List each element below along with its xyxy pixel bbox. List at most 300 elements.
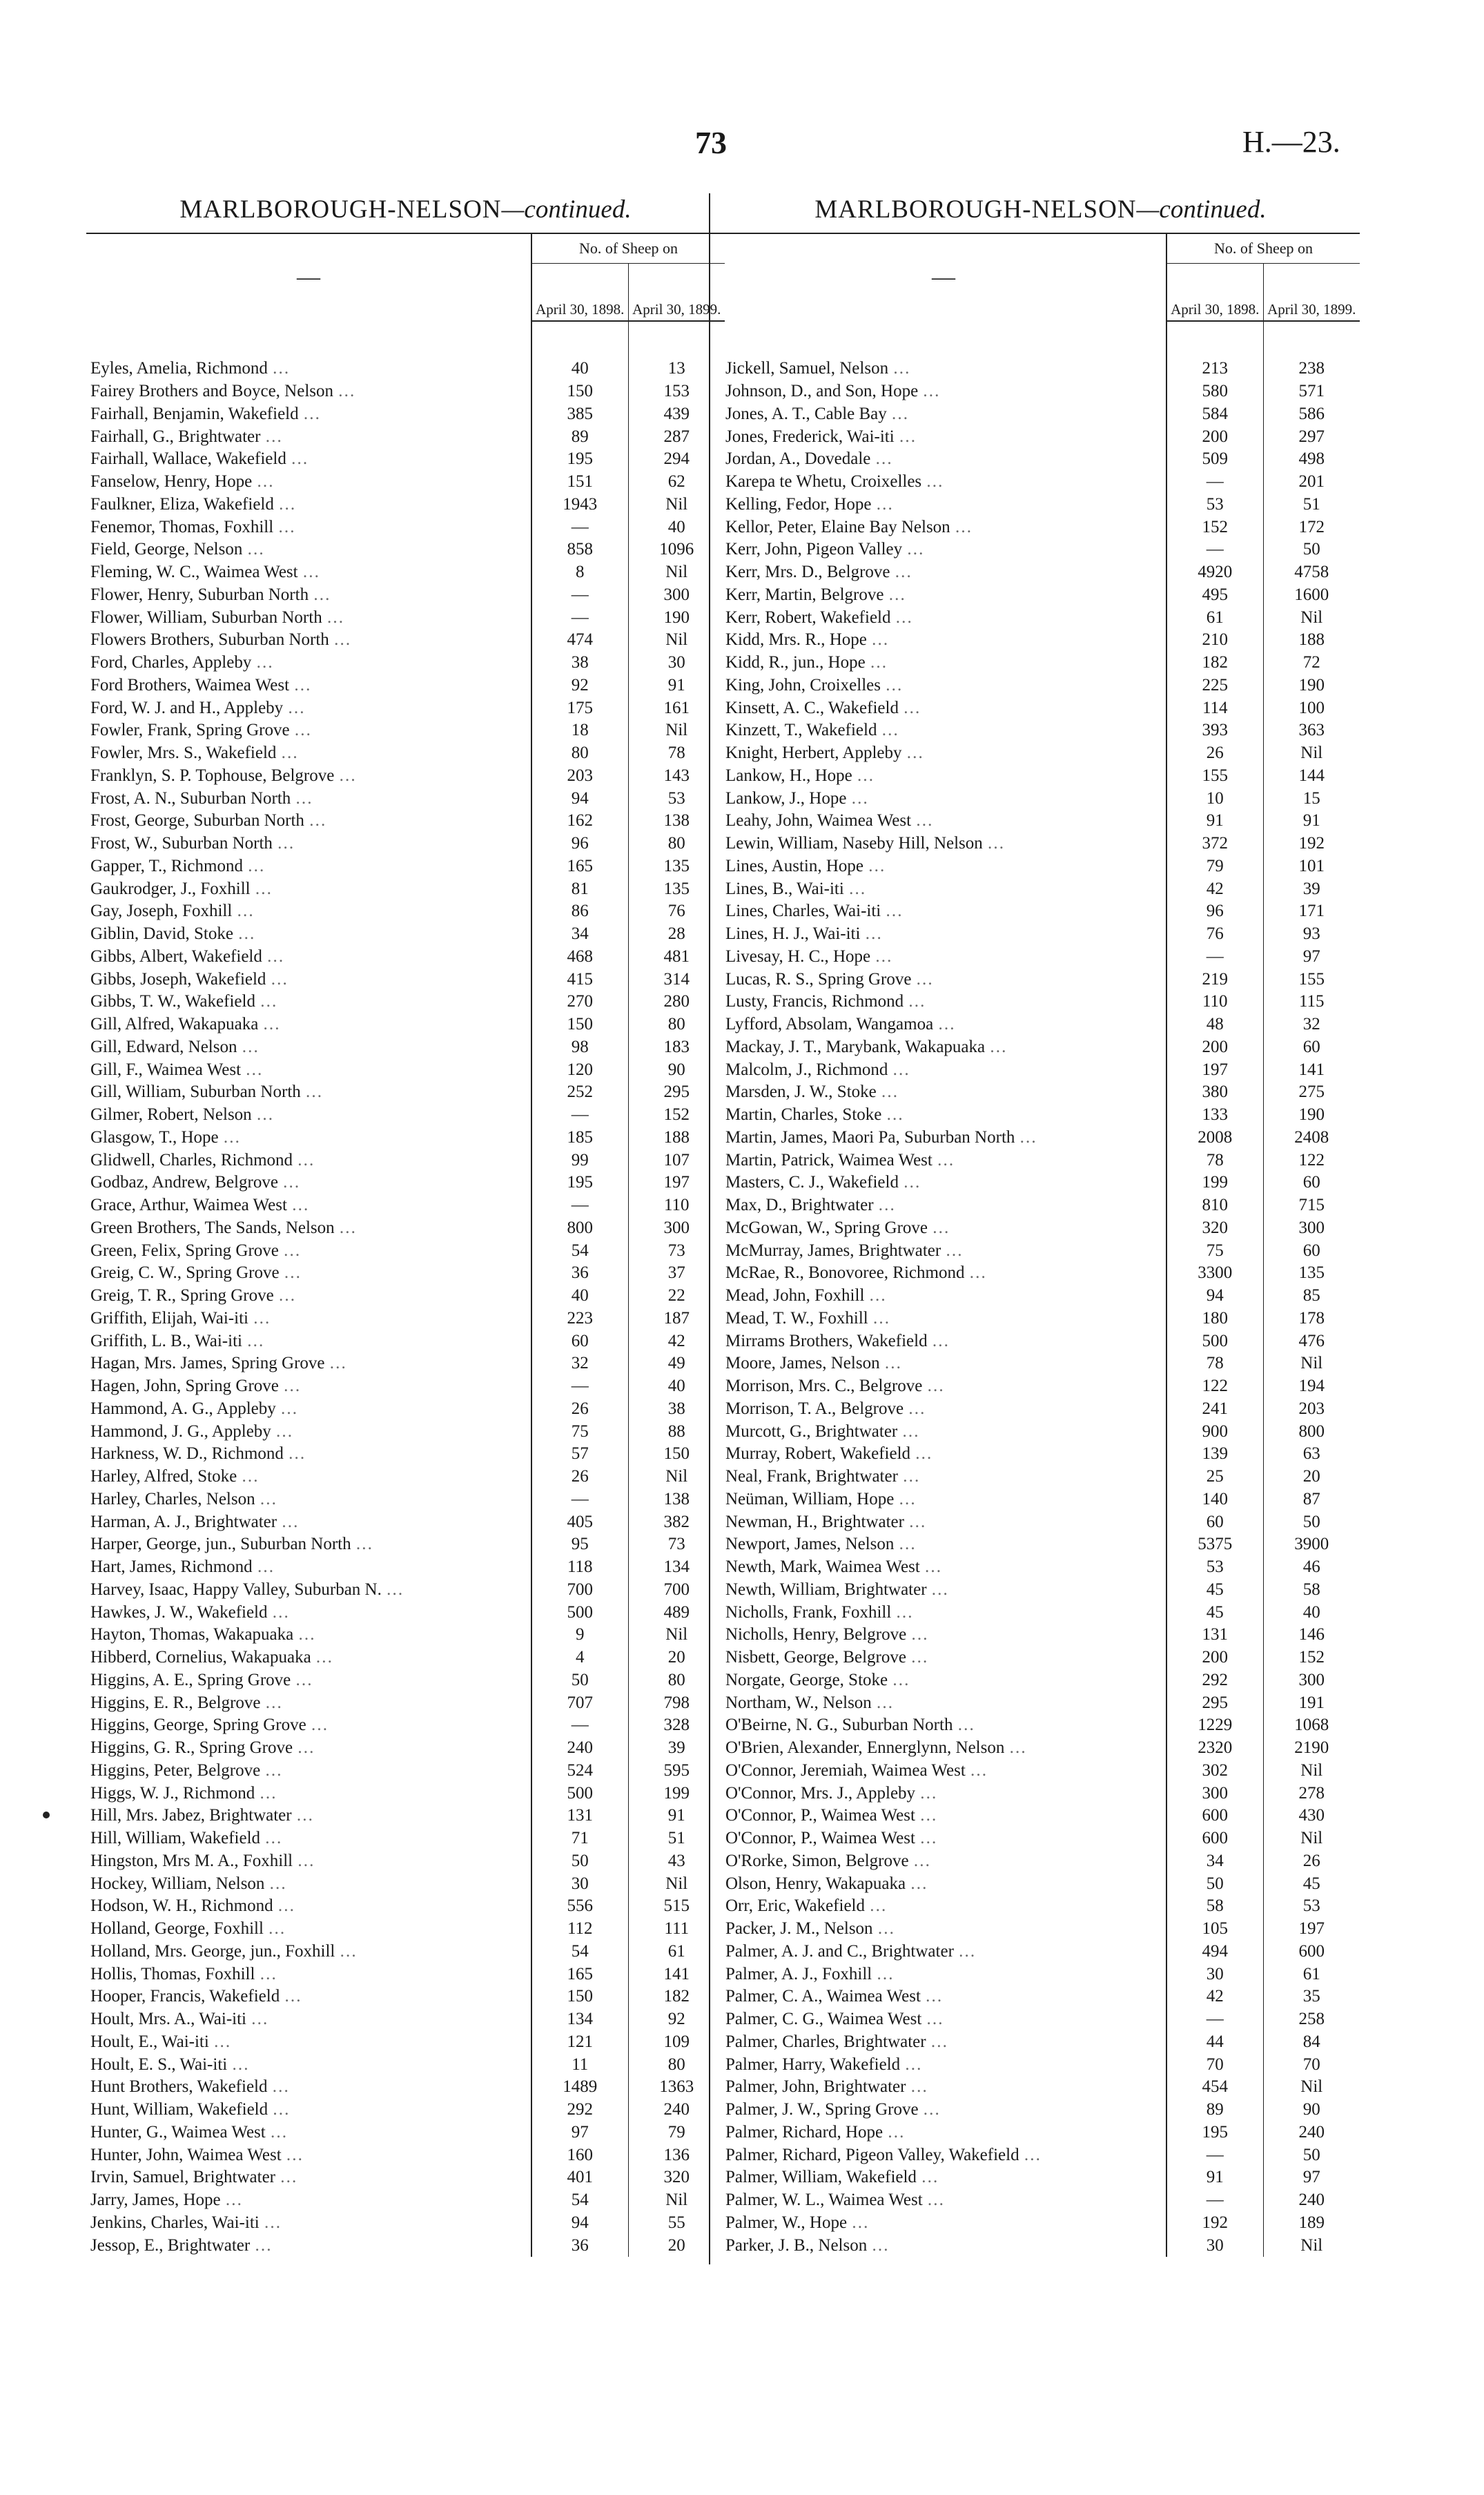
owner-name-text: Hodson, W. H., Richmond: [90, 1896, 273, 1916]
sheep-count-1899: 4758: [1263, 561, 1360, 584]
sheep-count-1899: Nil: [628, 2189, 725, 2212]
sheep-count-1898: 584: [1166, 403, 1263, 426]
owner-name-text: Green, Felix, Spring Grove: [90, 1241, 279, 1260]
dot-leader: …: [953, 1716, 975, 1735]
table-row: [86, 2166, 725, 2189]
owner-name-text: Gill, William, Suburban North: [90, 1083, 301, 1102]
sheep-count-1899: 314: [628, 968, 725, 991]
sheep-count-1898: 182: [1166, 652, 1263, 674]
sheep-count-1899: 143: [628, 765, 725, 788]
owner-name-text: Hooper, Francis, Wakefield: [90, 1987, 280, 2006]
sheep-count-1899: 109: [628, 2031, 725, 2054]
table-row: [86, 991, 725, 1013]
table-row: [86, 900, 725, 923]
table-row: [86, 1172, 725, 1194]
sheep-count-1898: 292: [1166, 1669, 1263, 1692]
sheep-count-1898: —: [1166, 2189, 1263, 2212]
table-row: [86, 1081, 725, 1104]
sheep-count-1899: 382: [628, 1511, 725, 1533]
sheep-count-1898: 203: [531, 765, 628, 788]
owner-name-text: Flowers Brothers, Suburban North: [90, 630, 329, 650]
dot-leader: …: [920, 1987, 943, 2006]
table-row: [721, 765, 1360, 788]
dot-leader: …: [890, 563, 912, 582]
sheep-count-1898: 11: [531, 2053, 628, 2076]
owner-name-text: Kellor, Peter, Elaine Bay Nelson: [725, 517, 950, 536]
table-row: [86, 1805, 725, 1827]
dot-leader: …: [283, 1444, 306, 1464]
dot-leader: …: [941, 1241, 963, 1260]
sheep-count-1898: 380: [1166, 1081, 1263, 1104]
owner-name: [86, 494, 531, 516]
sheep-count-1898: 50: [531, 1669, 628, 1692]
sheep-count-1898: 54: [531, 1239, 628, 1262]
sheep-count-1898: 524: [531, 1760, 628, 1783]
sheep-count-1898: 50: [1166, 1872, 1263, 1895]
sheep-count-1898: 474: [531, 629, 628, 652]
sheep-count-1899: Nil: [1263, 606, 1360, 629]
dot-leader: …: [902, 540, 924, 559]
dot-leader: …: [927, 1331, 949, 1350]
owner-name: [721, 425, 1166, 448]
sheep-count-1899: 178: [1263, 1308, 1360, 1330]
sheep-count-1898: 94: [531, 787, 628, 810]
owner-name-text: Newman, H., Brightwater: [725, 1512, 904, 1531]
owner-name-text: Kerr, Robert, Wakefield: [725, 608, 891, 627]
dot-leader: …: [273, 1896, 295, 1916]
sheep-count-1899: 294: [628, 448, 725, 471]
owner-name: [721, 1013, 1166, 1036]
sheep-count-1899: Nil: [628, 1872, 725, 1895]
table-row: [721, 1714, 1360, 1737]
sheep-count-1898: 4: [531, 1647, 628, 1669]
table-row: [721, 1805, 1360, 1827]
owner-name: [86, 855, 531, 878]
owner-name: [86, 1624, 531, 1647]
owner-name-text: Hill, William, Wakefield: [90, 1829, 261, 1848]
sheep-count-1899: 91: [628, 674, 725, 697]
sheep-count-1898: 70: [1166, 2053, 1263, 2076]
sheep-count-1898: 114: [1166, 697, 1263, 719]
table-row: [721, 403, 1360, 426]
table-row: [721, 471, 1360, 494]
sheep-count-1899: 300: [628, 1217, 725, 1240]
sheep-count-1899: 600: [1263, 1941, 1360, 1963]
owner-name: [721, 2031, 1166, 2054]
table-row: [721, 2189, 1360, 2212]
owner-name-text: Frost, George, Suburban North: [90, 811, 304, 831]
owner-name-text: Greig, T. R., Spring Grove: [90, 1286, 274, 1305]
table-row: [721, 1941, 1360, 1963]
owner-name-text: Palmer, Richard, Hope: [725, 2122, 883, 2142]
owner-name-text: Flower, William, Suburban North: [90, 608, 322, 627]
table-row: [721, 606, 1360, 629]
dot-leader: …: [847, 2213, 869, 2232]
owner-name: [86, 1691, 531, 1714]
sheep-count-1899: 73: [628, 1239, 725, 1262]
table-row: [721, 652, 1360, 674]
owner-name: [721, 629, 1166, 652]
sheep-count-1898: 44: [1166, 2031, 1263, 2054]
sheep-count-1898: 40: [531, 358, 628, 380]
sheep-count-1899: 155: [1263, 968, 1360, 991]
table-row: [721, 1669, 1360, 1692]
owner-name-text: Lankow, H., Hope: [725, 766, 852, 785]
dot-leader: …: [265, 2122, 287, 2142]
owner-name: [721, 765, 1166, 788]
sheep-count-1899: 73: [628, 1533, 725, 1556]
dot-leader: …: [843, 879, 866, 898]
left-continued-label: —continued.: [501, 195, 632, 224]
dot-leader: …: [894, 1489, 916, 1508]
table-row: [721, 1420, 1360, 1443]
owner-name: [721, 1217, 1166, 1240]
table-row: [721, 1895, 1360, 1918]
dot-leader: …: [918, 382, 940, 401]
owner-name: [721, 1669, 1166, 1692]
sheep-count-1898: 810: [1166, 1194, 1263, 1217]
sheep-count-1899: Nil: [1263, 2234, 1360, 2257]
owner-name: [86, 900, 531, 923]
owner-name-text: Hollis, Thomas, Foxhill: [90, 1964, 255, 1983]
sheep-count-1899: 53: [1263, 1895, 1360, 1918]
sheep-count-1898: 213: [1166, 358, 1263, 380]
dot-leader: …: [906, 2077, 928, 2097]
owner-name-text: Mirrams Brothers, Wakefield: [725, 1331, 928, 1350]
owner-name-text: Neal, Frank, Brightwater: [725, 1467, 898, 1486]
owner-name-text: Gibbs, T. W., Wakefield: [90, 992, 255, 1011]
owner-name-text: Gibbs, Albert, Wakefield: [90, 946, 262, 966]
owner-name-text: Marsden, J. W., Stoke: [725, 1083, 877, 1102]
sheep-count-1899: 481: [628, 946, 725, 969]
owner-name: [86, 2189, 531, 2212]
owner-name: [86, 561, 531, 584]
table-row: [721, 1013, 1360, 1036]
sheep-count-1898: 270: [531, 991, 628, 1013]
sheep-count-1899: 197: [628, 1172, 725, 1194]
sheep-count-1899: 489: [628, 1601, 725, 1624]
dot-leader: …: [242, 540, 264, 559]
sheep-count-1899: 39: [628, 1737, 725, 1760]
dot-leader: …: [334, 766, 356, 785]
sheep-count-1899: 150: [628, 1443, 725, 1466]
sheep-count-1898: 707: [531, 1691, 628, 1714]
dot-leader: …: [881, 902, 903, 921]
owner-name-text: Higgins, G. R., Spring Grove: [90, 1738, 293, 1758]
sheep-count-1899: 70: [1263, 2053, 1360, 2076]
owner-name-text: Hockey, William, Nelson: [90, 1874, 265, 1893]
dot-leader: …: [273, 517, 295, 536]
owner-name: [86, 1081, 531, 1104]
owner-name-text: Giblin, David, Stoke: [90, 924, 233, 944]
left-column: [86, 195, 725, 2257]
owner-name: [721, 1127, 1166, 1149]
owner-name: [86, 991, 531, 1013]
owner-name-text: Palmer, William, Wakefield: [725, 2168, 917, 2187]
dot-leader: …: [904, 992, 926, 1011]
sheep-count-1899: 80: [628, 833, 725, 855]
sheep-count-1899: 62: [628, 471, 725, 494]
sheep-count-1898: 700: [531, 1579, 628, 1602]
owner-name-text: Malcolm, J., Richmond: [725, 1060, 888, 1079]
sheep-count-1899: 136: [628, 2144, 725, 2166]
dot-leader: …: [333, 382, 355, 401]
sheep-count-1898: 199: [1166, 1172, 1263, 1194]
table-row: [86, 719, 725, 742]
dot-leader: …: [921, 2010, 944, 2029]
owner-name: [721, 2099, 1166, 2122]
sheep-count-1898: 75: [531, 1420, 628, 1443]
owner-name-text: Glasgow, T., Hope: [90, 1127, 219, 1147]
sheep-count-1899: 1363: [628, 2076, 725, 2099]
left-date-1899-header: April 30, 1899.: [628, 264, 725, 322]
sheep-count-1899: 58: [1263, 1579, 1360, 1602]
table-row: [86, 1918, 725, 1941]
dot-leader: …: [351, 1535, 373, 1554]
dot-leader: …: [276, 744, 298, 763]
sheep-count-1898: —: [531, 584, 628, 607]
table-row: [721, 923, 1360, 946]
sheep-count-1898: 60: [1166, 1511, 1263, 1533]
owner-name: [86, 810, 531, 833]
sheep-count-1899: 20: [628, 1647, 725, 1669]
dot-leader: …: [278, 1377, 301, 1396]
sheep-count-1899: 20: [1263, 1466, 1360, 1488]
sheep-count-1899: 2408: [1263, 1127, 1360, 1149]
owner-name-text: Harley, Alfred, Stoke: [90, 1467, 237, 1486]
sheep-count-1898: 165: [531, 1963, 628, 1986]
owner-name: [721, 810, 1166, 833]
owner-name-text: Jones, A. T., Cable Bay: [725, 404, 887, 423]
sheep-count-1898: 500: [531, 1782, 628, 1805]
dot-leader: …: [868, 1308, 890, 1328]
dot-leader: …: [311, 1648, 333, 1667]
owner-name: [86, 448, 531, 471]
owner-name-text: Max, D., Brightwater: [725, 1196, 874, 1215]
owner-name-text: Griffith, Elijah, Wai-iti: [90, 1308, 248, 1328]
sheep-count-1898: 112: [531, 1918, 628, 1941]
sheep-count-1899: Nil: [628, 629, 725, 652]
owner-name: [721, 2212, 1166, 2235]
owner-name: [86, 1420, 531, 1443]
owner-name: [721, 1149, 1166, 1172]
owner-name: [721, 1805, 1166, 1827]
dot-leader: …: [870, 946, 892, 966]
sheep-count-1899: 79: [628, 2122, 725, 2144]
owner-name-text: Hayton, Thomas, Wakapuaka: [90, 1625, 294, 1644]
table-row: [86, 855, 725, 878]
owner-name-text: Mead, John, Foxhill: [725, 1286, 865, 1305]
table-row: [86, 1782, 725, 1805]
sheep-count-1898: 140: [1166, 1488, 1263, 1511]
dot-leader: …: [932, 1150, 955, 1169]
sheep-count-1898: —: [531, 516, 628, 538]
owner-name-text: Ford Brothers, Waimea West: [90, 675, 290, 695]
sheep-count-1898: 48: [1166, 1013, 1263, 1036]
sheep-count-1899: 297: [1263, 425, 1360, 448]
dot-leader: …: [910, 1444, 933, 1464]
sheep-count-1899: 110: [628, 1194, 725, 1217]
sheep-count-1898: —: [531, 1488, 628, 1511]
dot-leader: …: [904, 1512, 926, 1531]
dot-leader: …: [250, 2235, 272, 2255]
table-row: [86, 1872, 725, 1895]
table-row: [86, 1511, 725, 1533]
sheep-count-1899: 138: [628, 1488, 725, 1511]
sheep-count-1899: 190: [628, 606, 725, 629]
sheep-count-1898: 210: [1166, 629, 1263, 652]
table-row: [86, 1963, 725, 1986]
owner-name: [86, 946, 531, 969]
table-row: [721, 1127, 1360, 1149]
sheep-count-1899: 78: [628, 742, 725, 765]
sheep-count-1898: 9: [531, 1624, 628, 1647]
owner-name: [86, 584, 531, 607]
sheep-count-1899: Nil: [1263, 2076, 1360, 2099]
table-row: [721, 1398, 1360, 1421]
dot-leader: …: [289, 675, 311, 695]
owner-name-text: Lucas, R. S., Spring Grove: [725, 969, 912, 989]
sheep-count-1899: 201: [1263, 471, 1360, 494]
dot-leader: …: [921, 472, 944, 492]
owner-name-text: McRae, R., Bonovoree, Richmond: [725, 1263, 965, 1283]
dot-leader: …: [242, 856, 265, 875]
table-row: [86, 1262, 725, 1285]
dot-leader: …: [922, 1377, 944, 1396]
dot-leader: …: [846, 788, 868, 808]
owner-name: [721, 674, 1166, 697]
sheep-count-1898: 92: [531, 674, 628, 697]
owner-name: [721, 1918, 1166, 1941]
owner-name-text: Harvey, Isaac, Happy Valley, Suburban N.: [90, 1580, 382, 1599]
sheep-count-1898: 175: [531, 697, 628, 719]
table-row: [86, 1669, 725, 1692]
table-row: [86, 1624, 725, 1647]
owner-name-text: Fairhall, Wallace, Wakefield: [90, 449, 286, 469]
sheep-count-1899: Nil: [628, 561, 725, 584]
sheep-count-1899: 28: [628, 923, 725, 946]
table-row: [721, 1285, 1360, 1308]
table-row: [86, 1760, 725, 1783]
owner-name-text: Lines, B., Wai-iti: [725, 879, 844, 898]
table-row: [721, 1601, 1360, 1624]
sheep-count-1899: 498: [1263, 448, 1360, 471]
sheep-count-1899: 46: [1263, 1556, 1360, 1579]
sheep-count-1899: 189: [1263, 2212, 1360, 2235]
owner-name-text: Olson, Henry, Wakapuaka: [725, 1874, 906, 1893]
owner-name: [86, 1013, 531, 1036]
sheep-count-1899: 37: [628, 1262, 725, 1285]
dot-leader: …: [297, 563, 320, 582]
sheep-count-1899: 171: [1263, 900, 1360, 923]
right-column: [721, 195, 1360, 2257]
owner-name-text: Gapper, T., Richmond: [90, 856, 243, 875]
sheep-count-1898: 122: [1166, 1375, 1263, 1398]
table-row: [721, 946, 1360, 969]
owner-name-text: Greig, C. W., Spring Grove: [90, 1263, 280, 1283]
owner-name: [721, 1285, 1166, 1308]
sheep-count-1899: 258: [1263, 2008, 1360, 2031]
owner-name-text: McMurray, James, Brightwater: [725, 1241, 941, 1260]
owner-name: [86, 1104, 531, 1127]
sheep-count-1898: 200: [1166, 1647, 1263, 1669]
dot-leader: …: [860, 924, 882, 944]
table-row: [721, 1058, 1360, 1081]
owner-name-text: Holland, George, Foxhill: [90, 1919, 264, 1939]
sheep-count-1898: 152: [1166, 516, 1263, 538]
owner-name-text: Ford, W. J. and H., Appleby: [90, 698, 284, 717]
dot-leader: …: [251, 1105, 273, 1125]
sheep-count-1898: 600: [1166, 1827, 1263, 1850]
sheep-count-1898: 91: [1166, 810, 1263, 833]
sheep-count-1898: 89: [531, 425, 628, 448]
dot-leader: …: [232, 902, 254, 921]
dot-leader: …: [252, 1557, 274, 1577]
owner-name-text: Hart, James, Richmond: [90, 1557, 253, 1577]
dot-leader: …: [293, 1738, 315, 1758]
sheep-count-1898: 240: [531, 1737, 628, 1760]
sheep-count-1898: 3300: [1166, 1262, 1263, 1285]
table-row: [86, 2234, 725, 2257]
table-row: [721, 674, 1360, 697]
dot-leader: …: [293, 1150, 315, 1169]
table-row: [86, 1036, 725, 1059]
owner-name-text: Hoult, E., Wai-iti: [90, 2032, 209, 2051]
owner-name-text: Frost, W., Suburban North: [90, 834, 273, 853]
owner-name-text: Fenemor, Thomas, Foxhill: [90, 517, 274, 536]
sheep-count-1899: 194: [1263, 1375, 1360, 1398]
table-row: [86, 833, 725, 855]
dot-leader: …: [304, 811, 326, 831]
owner-name: [86, 1308, 531, 1330]
sheep-count-1899: 61: [628, 1941, 725, 1963]
sheep-count-1899: 15: [1263, 787, 1360, 810]
dot-leader: …: [280, 1987, 302, 2006]
owner-name: [86, 2076, 531, 2099]
owner-name: [86, 697, 531, 719]
sheep-count-1898: 372: [1166, 833, 1263, 855]
table-row: [721, 1239, 1360, 1262]
owner-name: [86, 2234, 531, 2257]
dot-leader: …: [277, 1512, 299, 1531]
table-row: [86, 1194, 725, 1217]
owner-name: [86, 2008, 531, 2031]
owner-name: [721, 494, 1166, 516]
table-row: [721, 1737, 1360, 1760]
table-row: [86, 2008, 725, 2031]
owner-name-text: Hoult, Mrs. A., Wai-iti: [90, 2010, 247, 2029]
owner-name: [721, 1262, 1166, 1285]
owner-name: [721, 1466, 1166, 1488]
table-row: [721, 2212, 1360, 2235]
table-row: [721, 697, 1360, 719]
owner-name-text: Green Brothers, The Sands, Nelson: [90, 1218, 335, 1237]
owner-name-text: Palmer, C. A., Waimea West: [725, 1987, 921, 2006]
owner-name-text: Palmer, Charles, Brightwater: [725, 2032, 926, 2051]
sheep-count-1898: —: [531, 606, 628, 629]
owner-name: [721, 2144, 1166, 2166]
sheep-count-1899: 515: [628, 1895, 725, 1918]
sheep-count-1899: 1600: [1263, 584, 1360, 607]
table-row: [86, 1058, 725, 1081]
owner-name-text: Hoult, E. S., Wai-iti: [90, 2055, 228, 2074]
sheep-count-1898: 60: [531, 1330, 628, 1352]
dot-leader: …: [922, 2191, 944, 2210]
sheep-count-1898: 151: [531, 471, 628, 494]
table-row: [721, 1647, 1360, 1669]
sheep-count-1898: 241: [1166, 1398, 1263, 1421]
sheep-count-1898: 300: [1166, 1782, 1263, 1805]
